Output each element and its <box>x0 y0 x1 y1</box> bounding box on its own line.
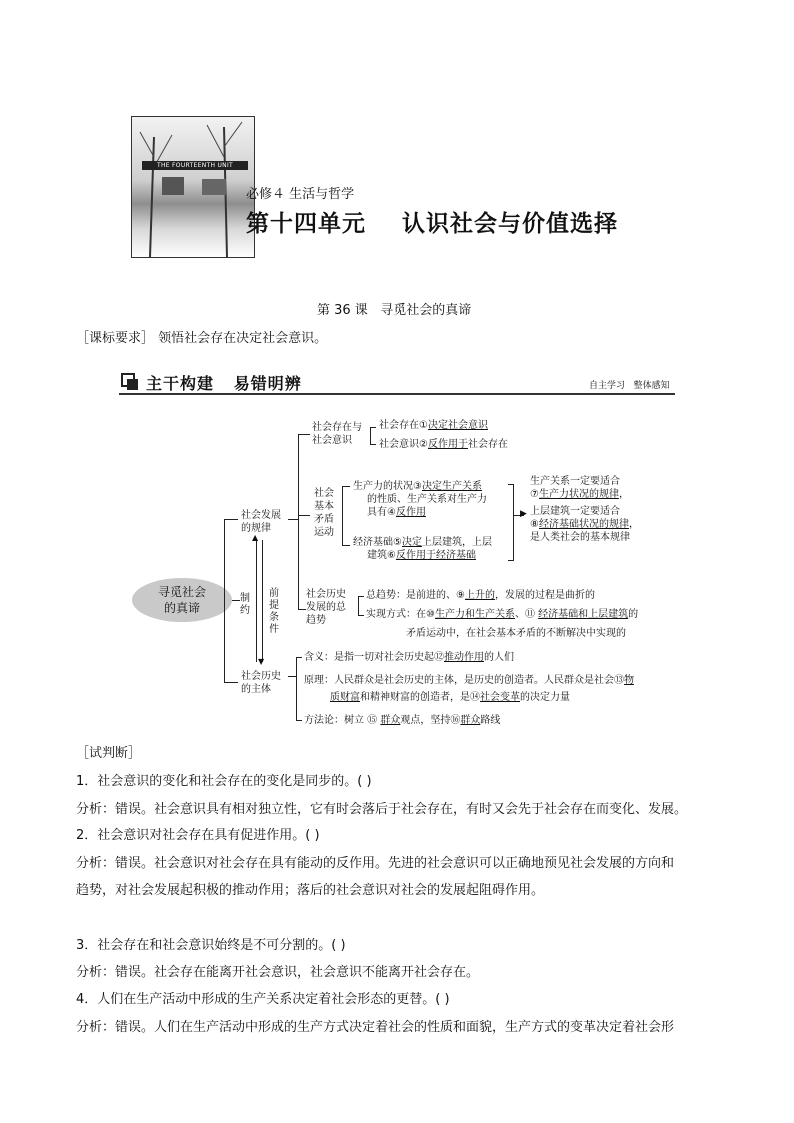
rule-line-2-pre: ⑦ <box>530 489 539 500</box>
subj-3-answer: 质财富 <box>330 692 360 703</box>
prod-line-3-answer: 反作用 <box>395 507 426 518</box>
rule-line-3: 上层建筑一定要适合 <box>530 506 620 517</box>
subject-bracket <box>296 657 297 721</box>
subj-2-answer: 物 <box>624 675 634 686</box>
question-4: 4．人们在生产活动中形成的生产关系决定着社会形态的更替。( ) <box>76 992 450 1007</box>
ec-item-1 <box>379 419 488 432</box>
rule-line-2 <box>530 488 639 501</box>
rule-line-2-post: ， <box>618 489 629 500</box>
rule-line-5: 是人类社会的基本规律 <box>530 532 630 543</box>
book-subtitle: 必修４ 生活与哲学 <box>246 187 355 202</box>
trend-1-pre: 总趋势：是前进的、⑨ <box>366 590 465 601</box>
trend-label-1: 社会历史 <box>306 589 346 600</box>
trend-item-2 <box>366 608 638 621</box>
trend-2-pre: 实现方式：在⑩ <box>366 609 435 620</box>
section-divider <box>119 393 675 395</box>
law-line-1: 社会发展 <box>241 510 281 521</box>
right-arrow-icon: ▶ <box>520 509 527 519</box>
prod-line-1-pre: 生产力的状况③ <box>353 481 422 492</box>
subject-principle-2 <box>330 691 570 704</box>
unit-title: 第十四单元 认识社会与价值选择 <box>246 211 619 237</box>
subject-node <box>241 670 281 696</box>
prod-line-2: 的性质、生产关系对生产力 <box>367 494 487 505</box>
basic-bracket <box>342 486 343 546</box>
exist-consciousness-node <box>312 421 362 447</box>
analysis-3: 分析：错误。社会存在能离开社会意识，社会意识不能离开社会存在。 <box>76 965 480 980</box>
precondition-label: 前提条件 <box>269 588 279 635</box>
productivity-block <box>353 480 487 519</box>
curriculum-requirement: ［课标要求］ 领悟社会存在决定社会意识。 <box>76 331 328 346</box>
lesson-title: 第 36 课 寻觅社会的真谛 <box>317 303 472 318</box>
cover-band-text: THE FOURTEENTH UNIT <box>142 161 248 170</box>
ec-bracket-bottom <box>370 444 376 445</box>
precondition-arrow-line <box>262 540 263 662</box>
subject-bracket-top <box>296 657 302 658</box>
analysis-1: 分析：错误。社会意识具有相对独立性，它有时会落后于社会存在，有时又会先于社会存在而变化、发展。 <box>76 802 688 817</box>
prod-line-1-answer: 决定生产关系 <box>421 481 482 492</box>
subj-5-pre: 方法论：树立 ⑮ <box>304 715 381 726</box>
trend-label-3: 趋势 <box>306 615 326 626</box>
prod-line-3 <box>353 506 487 519</box>
ec-item-2-answer: 反作用于 <box>427 439 468 450</box>
trend-bracket <box>358 596 359 616</box>
rules-bracket-bottom <box>508 560 514 561</box>
trend-1-post: ，发展的过程是曲折的 <box>494 590 595 601</box>
law-bracket-bottom <box>298 609 306 610</box>
trend-item-1 <box>366 589 595 602</box>
section-title: 主干构建 易错明辨 <box>146 374 302 393</box>
analysis-2-line-1: 分析：错误。社会意识对社会存在具有能动的反作用。先进的社会意识可以正确地预见社会发展的方向和 <box>76 856 675 871</box>
law-line-2: 的规律 <box>241 523 271 534</box>
subj-1-answer: 推动作用 <box>444 652 484 663</box>
trend-2-post-2: 的 <box>628 609 639 620</box>
analysis-2-line-2: 趋势，对社会发展起积极的推动作用；落后的社会意识对社会的发展起阻碍作用。 <box>76 883 545 898</box>
constraint-label <box>239 593 251 617</box>
root-line-1: 寻觅社会 <box>157 585 206 599</box>
basic-line-4: 运动 <box>314 527 334 538</box>
subj-5-answer: 群众 <box>380 715 401 726</box>
tree-illustration <box>132 117 254 257</box>
basic-line-2: 基本 <box>314 501 334 512</box>
subj-6-answer: 群众 <box>460 715 481 726</box>
unit-cover-image <box>131 116 255 258</box>
rule-line-4-answer: 经济基础状况的规律 <box>538 519 629 530</box>
law-bracket-top <box>298 434 310 435</box>
subject-principle-1 <box>304 674 634 687</box>
up-arrow-icon: ▲ <box>252 533 259 542</box>
basic-contradiction-node <box>314 487 334 539</box>
root-bracket-bottom <box>224 682 238 683</box>
ec-item-2 <box>379 438 508 451</box>
rule-line-4-post: ， <box>628 519 639 530</box>
econ-line-1-post: 上层建筑，上层 <box>421 537 492 548</box>
subj-4-post: 的决定力量 <box>520 692 570 703</box>
constraint-char-2: 约 <box>240 605 250 616</box>
ec-line-1: 社会存在与 <box>312 422 362 433</box>
subj-6-post: 路线 <box>480 715 501 726</box>
ec-bracket-top <box>370 427 376 428</box>
subj-2-pre: 原理：人民群众是社会历史的主体，是历史的创造者。人民群众是社会⑬ <box>304 675 624 686</box>
econ-line-1-answer: 决定 <box>401 537 422 548</box>
question-1: 1．社会意识的变化和社会存在的变化是同步的。( ) <box>76 774 372 789</box>
ec-item-1-pre: 社会存在① <box>379 420 428 431</box>
rule-line-2-answer: 生产力状况的规律 <box>538 489 619 500</box>
econ-line-2-pre: 建筑⑥ <box>367 550 396 561</box>
basic-law-block <box>530 475 639 544</box>
question-2: 2．社会意识对社会存在具有促进作用。( ) <box>76 828 320 843</box>
rule-line-4 <box>530 518 639 531</box>
analysis-4: 分析：错误。人们在生产活动中形成的生产方式决定着社会的性质和面貌，生产方式的变革决定着社会形 <box>76 1020 675 1035</box>
trend-label-2: 发展的总 <box>306 602 346 613</box>
subj-3-post: 和精神财富的创造者，是⑭ <box>360 692 480 703</box>
econ-line-2-answer: 反作用于经济基础 <box>395 550 476 561</box>
econ-line-1 <box>353 536 492 549</box>
subject-line-2: 的主体 <box>241 684 271 695</box>
law-node <box>241 509 281 535</box>
root-bracket-top <box>224 519 238 520</box>
econ-line-1-pre: 经济基础⑤ <box>353 537 402 548</box>
down-arrow-icon: ▼ <box>258 657 265 666</box>
ec-item-2-pre: 社会意识② <box>379 439 428 450</box>
basic-line-1: 社会 <box>314 488 334 499</box>
ec-line-2: 社会意识 <box>312 435 352 446</box>
econ-line-2 <box>353 549 492 562</box>
basic-line-3: 矛盾 <box>314 514 334 525</box>
rule-line-1: 生产关系一定要适合 <box>530 476 620 487</box>
prod-line-3-pre: 具有④ <box>367 507 396 518</box>
basic-bracket-bottom <box>342 545 350 546</box>
section-subtitle: 自主学习 整体感知 <box>589 381 670 391</box>
question-3: 3．社会存在和社会意识始终是不可分割的。( ) <box>76 938 346 953</box>
law-bracket <box>298 434 299 610</box>
subject-line-1: 社会历史 <box>241 671 281 682</box>
trend-item-3: 矛盾运动中，在社会基本矛盾的不断解决中实现的 <box>406 628 626 639</box>
trend-2-answer-2: 经济基础和上层建筑 <box>538 609 629 620</box>
economic-base-block <box>353 536 492 562</box>
trend-2-post: 、⑪ <box>514 609 539 620</box>
basic-bracket-top <box>342 486 350 487</box>
law-bracket-mid <box>298 515 310 516</box>
ec-bracket <box>370 427 371 445</box>
ec-item-2-post: 社会存在 <box>467 439 508 450</box>
trend-bracket-bottom <box>358 615 364 616</box>
root-bracket <box>224 519 225 682</box>
rules-bracket <box>513 484 514 560</box>
constraint-char-1: 制 <box>240 593 250 604</box>
section-square-icon <box>121 373 135 387</box>
subject-connector <box>288 676 296 677</box>
subj-5-post: 观点，坚持⑯ <box>400 715 461 726</box>
subj-4-answer: 社会变革 <box>480 692 520 703</box>
subject-method <box>304 714 500 727</box>
ec-item-1-answer: 决定社会意识 <box>427 420 488 431</box>
subj-1-post: 的人们 <box>484 652 514 663</box>
subject-meaning <box>304 651 514 664</box>
subject-bracket-bottom <box>296 720 302 721</box>
trend-2-answer: 生产力和生产关系 <box>434 609 515 620</box>
root-node <box>132 578 232 622</box>
root-line-2: 的真谛 <box>163 601 200 615</box>
trend-1-answer: 上升的 <box>464 590 495 601</box>
prod-line-1 <box>353 480 487 493</box>
subj-1-pre: 含义：是指一切对社会历史起⑫ <box>304 652 444 663</box>
exercise-heading: ［试判断］ <box>76 746 142 761</box>
constraint-arrow-line <box>256 540 257 662</box>
law-connector <box>288 519 298 520</box>
trend-node <box>306 588 346 627</box>
rule-line-4-pre: ⑧ <box>530 519 539 530</box>
trend-bracket-top <box>358 596 364 597</box>
